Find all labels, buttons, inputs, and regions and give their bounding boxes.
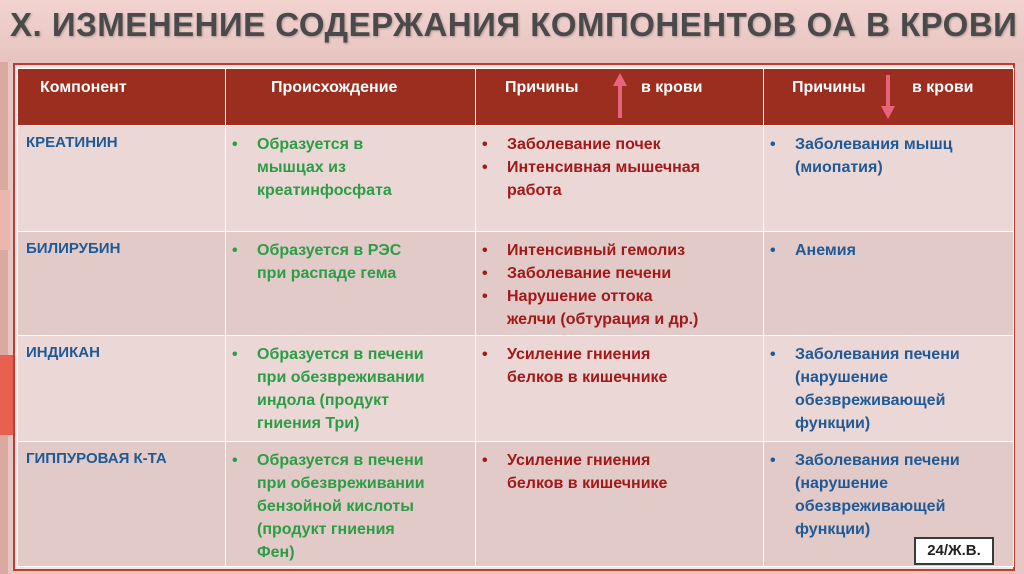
component-name: ИНДИКАН (18, 336, 226, 442)
header-decrease-suffix: в крови (912, 79, 974, 96)
origin-text: • Образуется в РЭС при распаде гема (226, 239, 475, 285)
decrease-cause: • Анемия (764, 239, 1013, 262)
increase-cause: • Интенсивная мышечная работа (476, 156, 763, 202)
header-component-label: Компонент (40, 79, 127, 96)
increase-cause: • Усиление гниения белков в кишечнике (476, 449, 763, 495)
arrow-down-icon (880, 73, 896, 121)
table-row (18, 442, 1014, 567)
increase-cause: • Интенсивный гемолиз (476, 239, 763, 262)
origin-text: • Образуется в мышцах из креатинфосфата (226, 133, 475, 202)
increase-causes-cell (476, 336, 764, 442)
page-number-badge: 24/Ж.В. (914, 537, 994, 565)
decrease-causes-cell (764, 126, 1014, 232)
header-decrease (764, 69, 1014, 126)
component-name: БИЛИРУБИН (18, 232, 226, 336)
increase-causes-cell (476, 232, 764, 336)
table-header-row (18, 69, 1014, 126)
decrease-causes-cell (764, 336, 1014, 442)
header-component (18, 69, 226, 126)
origin-cell (226, 126, 476, 232)
increase-cause: • Заболевание почек (476, 133, 763, 156)
components-table (17, 68, 1014, 567)
header-increase-prefix: Причины (505, 79, 579, 96)
header-increase (476, 69, 764, 126)
left-decor-stripe (0, 62, 8, 574)
component-name: КРЕАТИНИН (18, 126, 226, 232)
origin-text: • Образуется в печени при обезвреживании индола (продукт гниения Три) (226, 343, 475, 435)
increase-cause: • Усиление гниения белков в кишечнике (476, 343, 763, 389)
left-decor-accent (0, 355, 14, 435)
increase-cause: • Заболевание печени (476, 262, 763, 285)
increase-causes-cell (476, 126, 764, 232)
header-origin-label: Происхождение (271, 79, 398, 96)
table-row (18, 232, 1014, 336)
increase-causes-cell (476, 442, 764, 567)
decrease-causes-cell (764, 232, 1014, 336)
origin-cell (226, 442, 476, 567)
slide-title: X. ИЗМЕНЕНИЕ СОДЕРЖАНИЯ КОМПОНЕНТОВ ОА В КРОВИ (10, 6, 1018, 43)
table-row (18, 126, 1014, 232)
increase-cause: • Нарушение оттока желчи (обтурация и др.) (476, 285, 763, 331)
origin-cell (226, 336, 476, 442)
header-decrease-prefix: Причины (792, 79, 866, 96)
origin-text: • Образуется в печени при обезвреживании бензойной кислоты (продукт гниения Фен) (226, 449, 475, 564)
title-bar (0, 0, 1024, 62)
component-name: ГИППУРОВАЯ К-ТА (18, 442, 226, 567)
decrease-cause: • Заболевания печени (нарушение обезвреживающей функции) (764, 449, 1013, 541)
left-decor-accent-light (0, 190, 10, 250)
decrease-cause: • Заболевания мышц (миопатия) (764, 133, 1013, 179)
header-increase-suffix: в крови (641, 79, 703, 96)
arrow-up-icon (612, 72, 628, 120)
table-row (18, 336, 1014, 442)
decrease-cause: • Заболевания печени (нарушение обезвреживающей функции) (764, 343, 1013, 435)
header-origin (226, 69, 476, 126)
origin-cell (226, 232, 476, 336)
